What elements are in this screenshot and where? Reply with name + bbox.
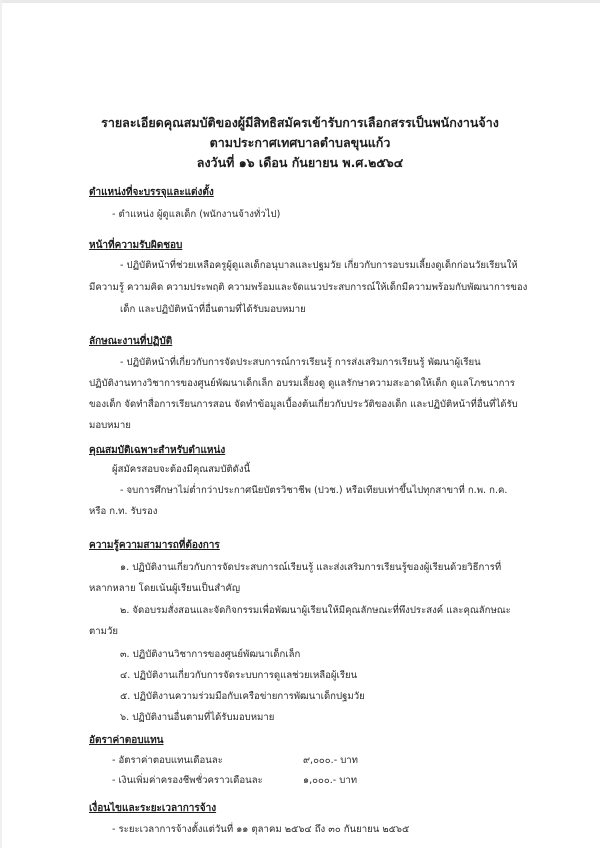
skills-line: ๒. จัดอบรมสั่งสอนและจัดกิจกรรมเพื่อพัฒนาผู้เรียนให้มีคุณลักษณะที่พึงประสงค์ และคุณลักษณะ bbox=[120, 605, 511, 616]
scan-edge bbox=[0, 0, 600, 3]
qualifications-line: - จบการศึกษาไม่ต่ำกว่าประกาศนียบัตรวิชาชีพ (ปวช.) หรือเทียบเท่าขึ้นไปทุกสาขาที่ ก.พ. ก.ค. bbox=[120, 485, 508, 496]
section-heading-pay: อัตราค่าตอบแทน bbox=[89, 735, 164, 746]
title-line-2: ตามประกาศเทศบาลตำบลขุนแก้ว bbox=[209, 135, 391, 150]
work-line: ปฏิบัติงานทางวิชาการของศูนย์พัฒนาเด็กเล็ก อบรมเลี้ยงดู ดูแลรักษาความสะอาดให้เด็ก ดูแลโภชนาการ bbox=[89, 378, 515, 389]
scan-edge bbox=[0, 0, 2, 848]
work-line: - ปฏิบัติหน้าที่เกี่ยวกับการจัดประสบการณ์การเรียนรู้ การส่งเสริมการเรียนรู้ พัฒนาผู้เรียน bbox=[120, 357, 481, 368]
skills-line: ๕. ปฏิบัติงานความร่วมมือกับเครือข่ายการพัฒนาเด็กปฐมวัย bbox=[120, 691, 365, 702]
pay-amount: ๙,๐๐๐.- บาท bbox=[303, 755, 359, 766]
section-heading-qualifications: คุณสมบัติเฉพาะสำหรับตำแหน่ง bbox=[89, 445, 226, 456]
skills-line: หลากหลาย โดยเน้นผู้เรียนเป็นสำคัญ bbox=[89, 583, 241, 594]
skills-line: ๑. ปฏิบัติงานเกี่ยวกับการจัดประสบการณ์เรียนรู้ และส่งเสริมการเรียนรู้ของผู้เรียนด้วยวิธีการที่ bbox=[120, 562, 502, 573]
skills-line: ๓. ปฏิบัติงานวิชาการของศูนย์พัฒนาเด็กเล็ก bbox=[120, 649, 301, 660]
section-heading-skills: ความรู้ความสามารถที่ต้องการ bbox=[89, 540, 220, 551]
duties-line: มีความรู้ ความคิด ความประพฤติ ความพร้อมและจัดแนวประสบการณ์ให้เด็กมีความพร้อมกับพัฒนาการของ bbox=[89, 282, 528, 293]
skills-line: ๖. ปฏิบัติงานอื่นตามที่ได้รับมอบหมาย bbox=[120, 712, 275, 723]
pay-label: - อัตราค่าตอบแทนเดือนละ bbox=[112, 755, 223, 766]
qualifications-line: ผู้สมัครสอบจะต้องมีคุณสมบัติดังนี้ bbox=[112, 464, 251, 475]
terms-item: - ระยะเวลาการจ้างตั้งแต่วันที่ ๑๑ ตุลาคม ๒๕๖๔ ถึง ๓๐ กันยายน ๒๕๖๕ bbox=[112, 824, 410, 835]
section-heading-work: ลักษณะงานที่ปฏิบัติ bbox=[89, 336, 173, 347]
title-line-3: ลงวันที่ ๑๖ เดือน กันยายน พ.ศ.๒๕๖๔ bbox=[196, 155, 404, 170]
section-heading-duties: หน้าที่ความรับผิดชอบ bbox=[89, 240, 183, 251]
section-heading-terms: เงื่อนไขและระยะเวลาการจ้าง bbox=[89, 803, 217, 814]
pay-amount: ๑,๐๐๐.- บาท bbox=[303, 775, 358, 786]
title-line-1: รายละเอียดคุณสมบัติของผู้มีสิทธิสมัครเข้ารับการเลือกสรรเป็นพนักงานจ้าง bbox=[101, 115, 499, 130]
pay-label: - เงินเพิ่มค่าครองชีพชั่วคราวเดือนละ bbox=[112, 775, 263, 786]
skills-line: ตามวัย bbox=[89, 626, 118, 637]
work-line: มอบหมาย bbox=[89, 420, 131, 431]
duties-line: - ปฏิบัติหน้าที่ช่วยเหลือครูผู้ดูแลเด็กอนุบาลและปฐมวัย เกี่ยวกับการอบรมเลี้ยงดูเด็กก่อนวัยเรียนให้ bbox=[120, 260, 518, 271]
duties-line: เด็ก และปฏิบัติหน้าที่อื่นตามที่ได้รับมอบหมาย bbox=[120, 304, 306, 315]
section-heading-position: ตำแหน่งที่จะบรรจุและแต่งตั้ง bbox=[89, 187, 214, 198]
position-item: - ตำแหน่ง ผู้ดูแลเด็ก (พนักงานจ้างทั่วไป) bbox=[112, 209, 281, 220]
qualifications-line: หรือ ก.ท. รับรอง bbox=[89, 506, 158, 517]
skills-line: ๔. ปฏิบัติงานเกี่ยวกับการจัดระบบการดูแลช่วยเหลือผู้เรียน bbox=[120, 670, 358, 681]
work-line: ของเด็ก จัดทำสื่อการเรียนการสอน จัดทำข้อมูลเบื้องต้นเกี่ยวกับประวัติของเด็ก และปฏิบัติหน้าที่อื่นที่ได้รับ bbox=[89, 399, 518, 410]
